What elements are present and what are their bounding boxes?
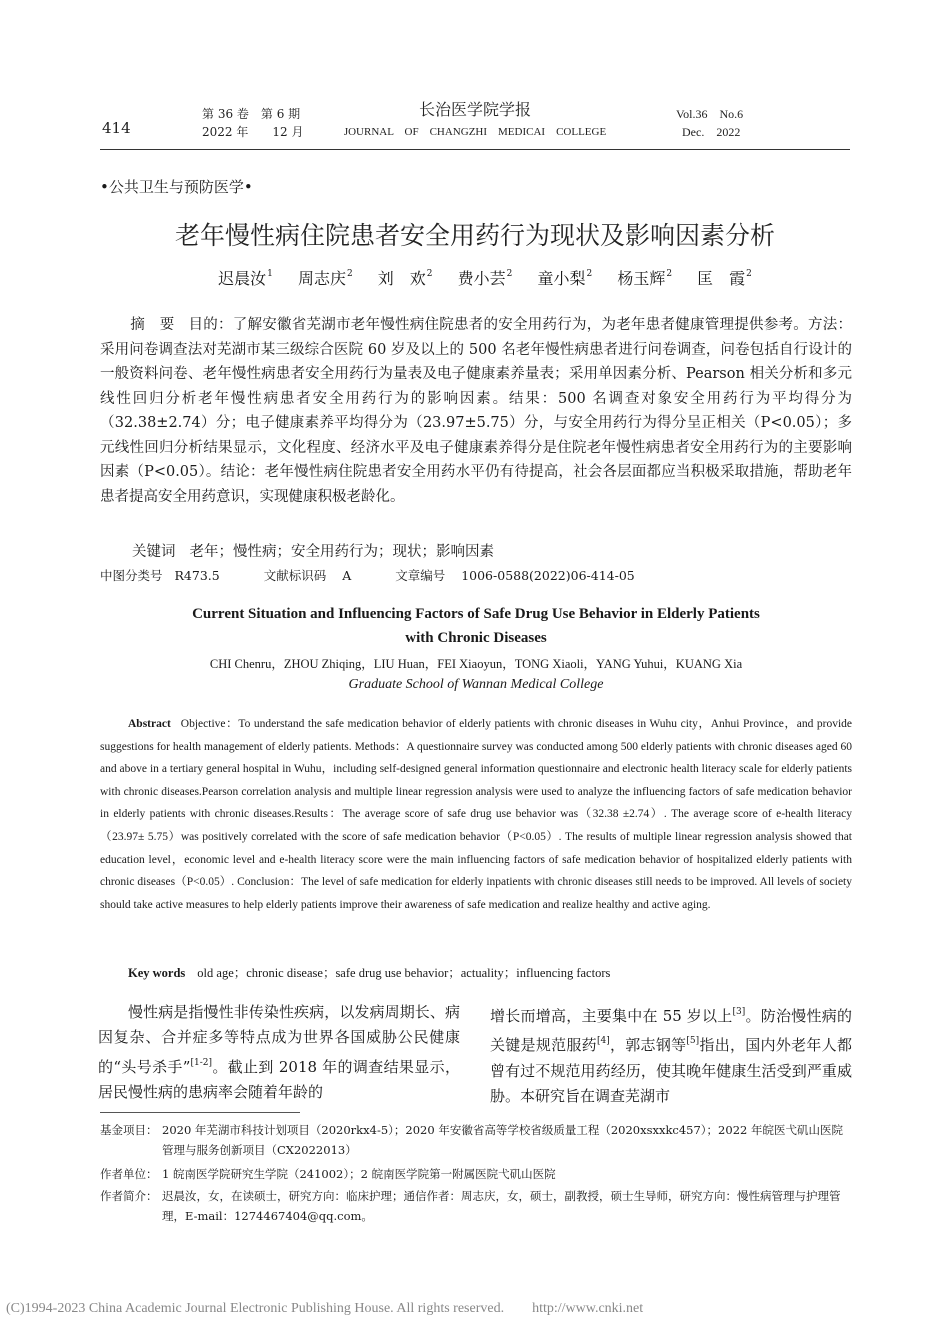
footnote-unit — [100, 1164, 852, 1184]
article-number-label: 文章编号 — [395, 568, 446, 583]
article-title-cn: 老年慢性病住院患者安全用药行为现状及影响因素分析 — [174, 221, 775, 250]
body-text: ，郭志钢等 — [609, 1036, 687, 1055]
body-column-right — [490, 1000, 852, 1109]
doc-code-value: A — [342, 568, 352, 583]
abstract-cn-text: 目的：了解安徽省芜湖市老年慢性病住院患者的安全用药行为，为老年患者健康管理提供参考。方法：采用问卷调查法对芜湖市某三级综合医院 60 岁及以上的 500 名老年慢性病患者进行问卷调查，问卷包括自行设计的一般资料问卷、老年慢性病患者安全用药行为量表及电子健康素养量表；采用单因素分析、Pearson 相关分析和多元线性回归分析老年慢性病患者安全用药行为的影响因素。结果：500 名调查对象安全用药行为平均得分为（32.38±2.74）分；电子健康素养平均得分为（23.97±5.75）分，与安全用药行为得分呈正相关（P<0.05）；多元线性回归分析结果显示，文化程度、经济水平及电子健康素养得分是住院老年慢性病患者安全用药行为的主要影响因素（P<0.05）。结论：老年慢性病住院患者安全用药水平仍有待提高，社会各层面都应当积极采取措施，帮助老年患者提高安全用药意识，实现健康积极老龄化。 — [100, 317, 852, 505]
author-name: 迟晨汝 — [218, 269, 267, 288]
author-affiliation: 2 — [666, 269, 673, 279]
keywords-en-text: old age；chronic disease；safe drug use behavior；actuality；influencing factors — [197, 966, 611, 980]
keywords-cn-text: 老年；慢性病；安全用药行为；现状；影响因素 — [189, 544, 494, 560]
keywords-cn-label: 关键词 — [132, 544, 176, 560]
affiliation-en: Graduate School of Wannan Medical College — [348, 677, 604, 692]
footnote-rule — [100, 1112, 300, 1113]
author-affiliation: 2 — [586, 269, 593, 279]
section-label: •公共卫生与预防医学• — [100, 178, 253, 196]
volume-issue-cn: 第 36 卷 第 6 期 — [202, 107, 301, 121]
title-en-line2: with Chronic Diseases — [405, 630, 547, 646]
abstract-en-text: Objective：To understand the safe medication behavior of elderly patients with chronic diseases in Wuhu city，Anhui Province，and provide suggestions for health management of elderly patients. Methods：A questionnaire survey was conducted among 500 elderly patients with chronic diseases aged 60 and above in a tertiary general hospital in Wuhu，including self-designed general information questionnaire and electronic health literacy scale for elderly patients with chronic diseases.Pearson correlation analysis and multiple linear regression analysis were used to analyze the influencing factors of safe medication behavior in elderly patients with chronic diseases.Results：The average score of safe drug use behavior was（32.38 ±2.74）. The average score of e-health literacy（23.97± 5.75）was positively correlated with the score of safe medication behavior（P<0.05）. The results of multiple linear regression analysis showed that education level，economic level and e-health literacy score were the main influencing factors of safe medication behavior of hospitalized elderly patients with chronic diseases（P<0.05）. Conclusion：The level of safe medication for elderly inpatients with chronic diseases still needs to be improved. All levels of society should take active measures to help elderly patients improve their awareness of safe medication and realize healthy and active aging. — [100, 718, 852, 911]
author-name: 周志庆 — [297, 269, 346, 288]
volume-issue-en: Vol.36 No.6 — [676, 107, 744, 121]
author-name: 费小芸 — [457, 269, 506, 288]
authors-cn — [0, 266, 950, 289]
article-number-value: 1006-0588(2022)06-414-05 — [461, 568, 635, 583]
citation: [1-2] — [190, 1057, 212, 1068]
abstract-en-label: Abstract — [128, 718, 171, 730]
citation: [5] — [686, 1036, 700, 1047]
author-name: 刘 欢 — [377, 269, 426, 288]
author-name: 匡 霞 — [697, 269, 746, 288]
abstract-cn-label: 摘 要 — [130, 317, 175, 333]
body-text: 慢性病是指慢性非传染性疾病，以发病周期长、病因复杂、合并症多等特点成为世界各国威胁公民健康的“头号杀手” — [98, 1003, 460, 1076]
fund-text: 2020 年芜湖市科技计划项目（2020rkx4-5）；2020 年安徽省高等学校省级质量工程（2020xsxxkc457）；2022 年皖医弋矶山医院管理与服务创新项目（CX2022013） — [162, 1123, 843, 1157]
clc-label: 中图分类号 — [100, 568, 163, 583]
body-text: 。防治慢性病的关键是规范服药 — [490, 1007, 852, 1055]
bio-label: 作者简介： — [100, 1189, 158, 1203]
body-column-left — [98, 1000, 460, 1105]
footnote-bio — [100, 1186, 852, 1226]
keywords-en-label: Key words — [128, 966, 186, 980]
author-name: 杨玉辉 — [617, 269, 666, 288]
page-number: 414 — [102, 119, 131, 137]
bio-text: 迟晨汝，女，在读硕士，研究方向：临床护理；通信作者：周志庆，女，硕士，副教授，硕士生导师，研究方向：慢性病管理与护理管理，E-mail：1274467404@qq.com。 — [162, 1189, 841, 1223]
author-affiliation: 2 — [346, 269, 353, 279]
author-affiliation: 2 — [746, 269, 752, 279]
unit-label: 作者单位： — [100, 1167, 158, 1181]
footnote-fund — [100, 1120, 852, 1160]
journal-title-cn: 长治医学院学报 — [418, 100, 531, 119]
article-title-en — [100, 602, 852, 650]
header-rule — [100, 149, 850, 150]
abstract-en — [100, 713, 852, 916]
doc-code-label: 文献标识码 — [263, 568, 327, 583]
classification-line — [100, 566, 635, 584]
clc-value: R473.5 — [174, 568, 220, 583]
date-cn: 2022 年 12 月 — [202, 125, 304, 139]
author-affiliation: 2 — [506, 269, 513, 279]
body-text: 增长而增高，主要集中在 55 岁以上 — [490, 1007, 733, 1025]
fund-label: 基金项目： — [100, 1123, 158, 1137]
copyright-notice: (C)1994-2023 China Academic Journal Electronic Publishing House. All rights reserved. http://www.cnki.net — [6, 1301, 644, 1316]
keywords-en — [128, 962, 610, 985]
abstract-cn — [100, 313, 852, 509]
keywords-cn — [132, 540, 494, 561]
unit-text: 1 皖南医学院研究生学院（241002）；2 皖南医学院第一附属医院弋矶山医院 — [162, 1167, 556, 1181]
body-text: 指出，国内外老年人都曾有过不规范用药经历，使其晚年健康生活受到严重威胁。本研究旨在调查芜湖市 — [490, 1036, 852, 1105]
title-en-line1: Current Situation and Influencing Factors of Safe Drug Use Behavior in Elderly Patients — [192, 606, 760, 622]
citation: [3] — [732, 1007, 746, 1017]
journal-title-en: JOURNAL OF CHANGZHI MEDICAI COLLEGE — [343, 126, 607, 138]
date-en: Dec. 2022 — [682, 125, 741, 139]
authors-en: CHI Chenru，ZHOU Zhiqing，LIU Huan，FEI Xiaoyun，TONG Xiaoli，YANG Yuhui，KUANG Xia — [209, 657, 743, 671]
citation: [4] — [596, 1036, 610, 1047]
author-affiliation: 2 — [426, 269, 433, 279]
body-text: 。截止到 2018 年的调查结果显示，居民慢性病的患病率会随着年龄的 — [98, 1057, 460, 1101]
author-name: 童小梨 — [537, 269, 586, 288]
author-affiliation: 1 — [267, 269, 273, 279]
